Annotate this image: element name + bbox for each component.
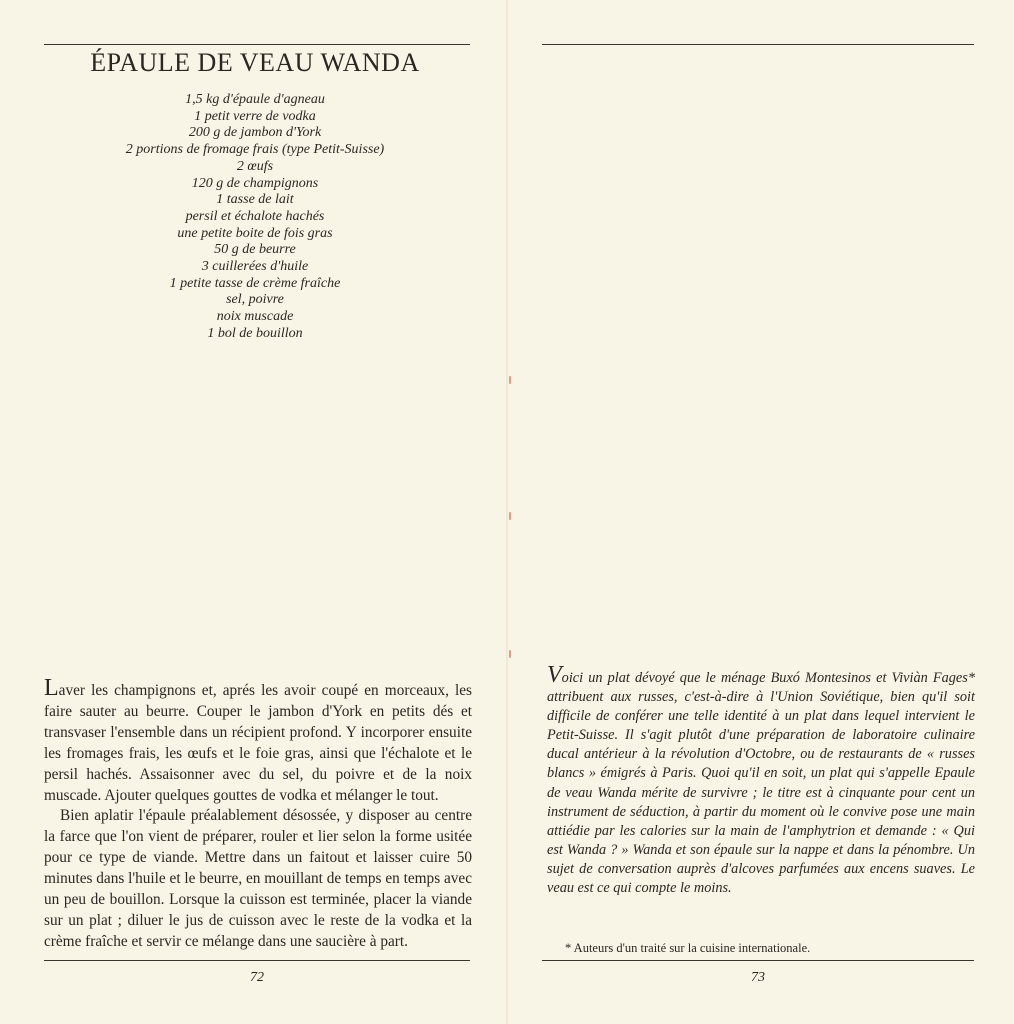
drop-cap: L — [44, 675, 59, 701]
recipe-title: ÉPAULE DE VEAU WANDA — [90, 48, 420, 77]
ingredient-item: persil et échalote hachés — [185, 208, 325, 224]
paper-mark — [509, 650, 511, 658]
ingredient-item: 1 tasse de lait — [216, 192, 294, 208]
right-page — [507, 0, 1014, 1024]
ingredient-item: 1 bol de bouillon — [207, 325, 303, 341]
ingredient-item: 50 g de beurre — [214, 242, 296, 258]
ingredient-item: 3 cuillerées d'huile — [201, 259, 309, 275]
recipe-instructions — [44, 676, 472, 953]
ingredient-item: 1 petit verre de vodka — [194, 108, 316, 124]
instruction-text-1: aver les champignons et, aprés les avoir coupé en morceaux, les faire sauter au beurre. Couper le jambon d'York en petits dés et transvaser l'ensemble dans un récipient profond. Y incorporer ensuite les fromages frais, les œufs et le foie gras, ainsi que l'échalote et le persil hachés. Assaisonner avec du sel, du poivre et de la noix muscade. Ajouter quelques gouttes de vodka et mélanger le tout. — [44, 682, 472, 804]
ingredient-item: noix muscade — [216, 309, 294, 325]
commentary-text: oici un plat dévoyé que le ménage Buxó Montesinos et Viviàn Fages* attribuent aux russes, c'est-à-dire à l'Union Soviétique, bien qu'il soit difficile de conférer une telle identité à un plat dans lequel intervient le Petit-Suisse. Il s'agit plutôt d'une préparation de laboratoire culinaire ducal antérieur à la révolution d'Octobre, ou de restaurants de « russes blancs » émigrés à Paris. Quoi qu'il en soit, un plat qui s'appelle Epaule de veau Wanda mérite de survivre ; le titre est à cinquante pour cent un instrument de séduction, à partir du moment où le convive pose une main attiédie par les calories sur la main de l'amphytrion et demande : « Qui est Wanda ? » Wanda et son épaule sur la nappe et dans la pénombre. Un sujet de conversation auprès d'alcoves parfumées aux encens suaves. Le veau est ce qui compte le moins. — [547, 670, 975, 897]
commentary — [547, 663, 975, 898]
bottom-rule — [542, 960, 974, 961]
instruction-paragraph-2: Bien aplatir l'épaule préalablement désossée, y disposer au centre la farce que l'on vient de préparer, rouler et lier selon la forme usitée pour ce type de viande. Mettre dans un faitout et laisser cuire 50 minutes dans l'huile et le beurre, en mouillant de temps en temps avec un peu de bouillon. Lorsque la cuisson est terminée, placer la viande sur un plat ; diluer le jus de cuisson avec le reste de la vodka et la crème fraîche et servir ce mélange dans une saucière à part. — [44, 807, 472, 950]
paper-mark — [509, 376, 511, 384]
paper-mark — [509, 512, 511, 520]
ingredient-item: 1,5 kg d'épaule d'agneau — [185, 92, 325, 107]
commentary-paragraph — [547, 663, 975, 898]
ingredient-item: 2 œufs — [236, 158, 274, 174]
ingredient-list — [44, 92, 466, 343]
ingredient-item: 200 g de jambon d'York — [188, 125, 322, 141]
top-rule — [44, 44, 470, 45]
instruction-paragraph-1 — [44, 676, 472, 806]
page-number: 72 — [250, 970, 264, 985]
ingredient-item: sel, poivre — [226, 292, 284, 308]
bottom-rule — [44, 960, 470, 961]
page-number: 73 — [751, 970, 765, 985]
ingredient-item: une petite boite de fois gras — [177, 225, 333, 241]
ingredient-item: 120 g de champignons — [191, 175, 319, 191]
ingredient-item: 1 petite tasse de crème fraîche — [169, 275, 341, 291]
ingredient-item: 2 portions de fromage frais (type Petit-Suisse) — [125, 142, 385, 158]
footnote: * Auteurs d'un traité sur la cuisine internationale. — [565, 941, 811, 955]
top-rule — [542, 44, 974, 45]
drop-cap: V — [547, 662, 562, 688]
